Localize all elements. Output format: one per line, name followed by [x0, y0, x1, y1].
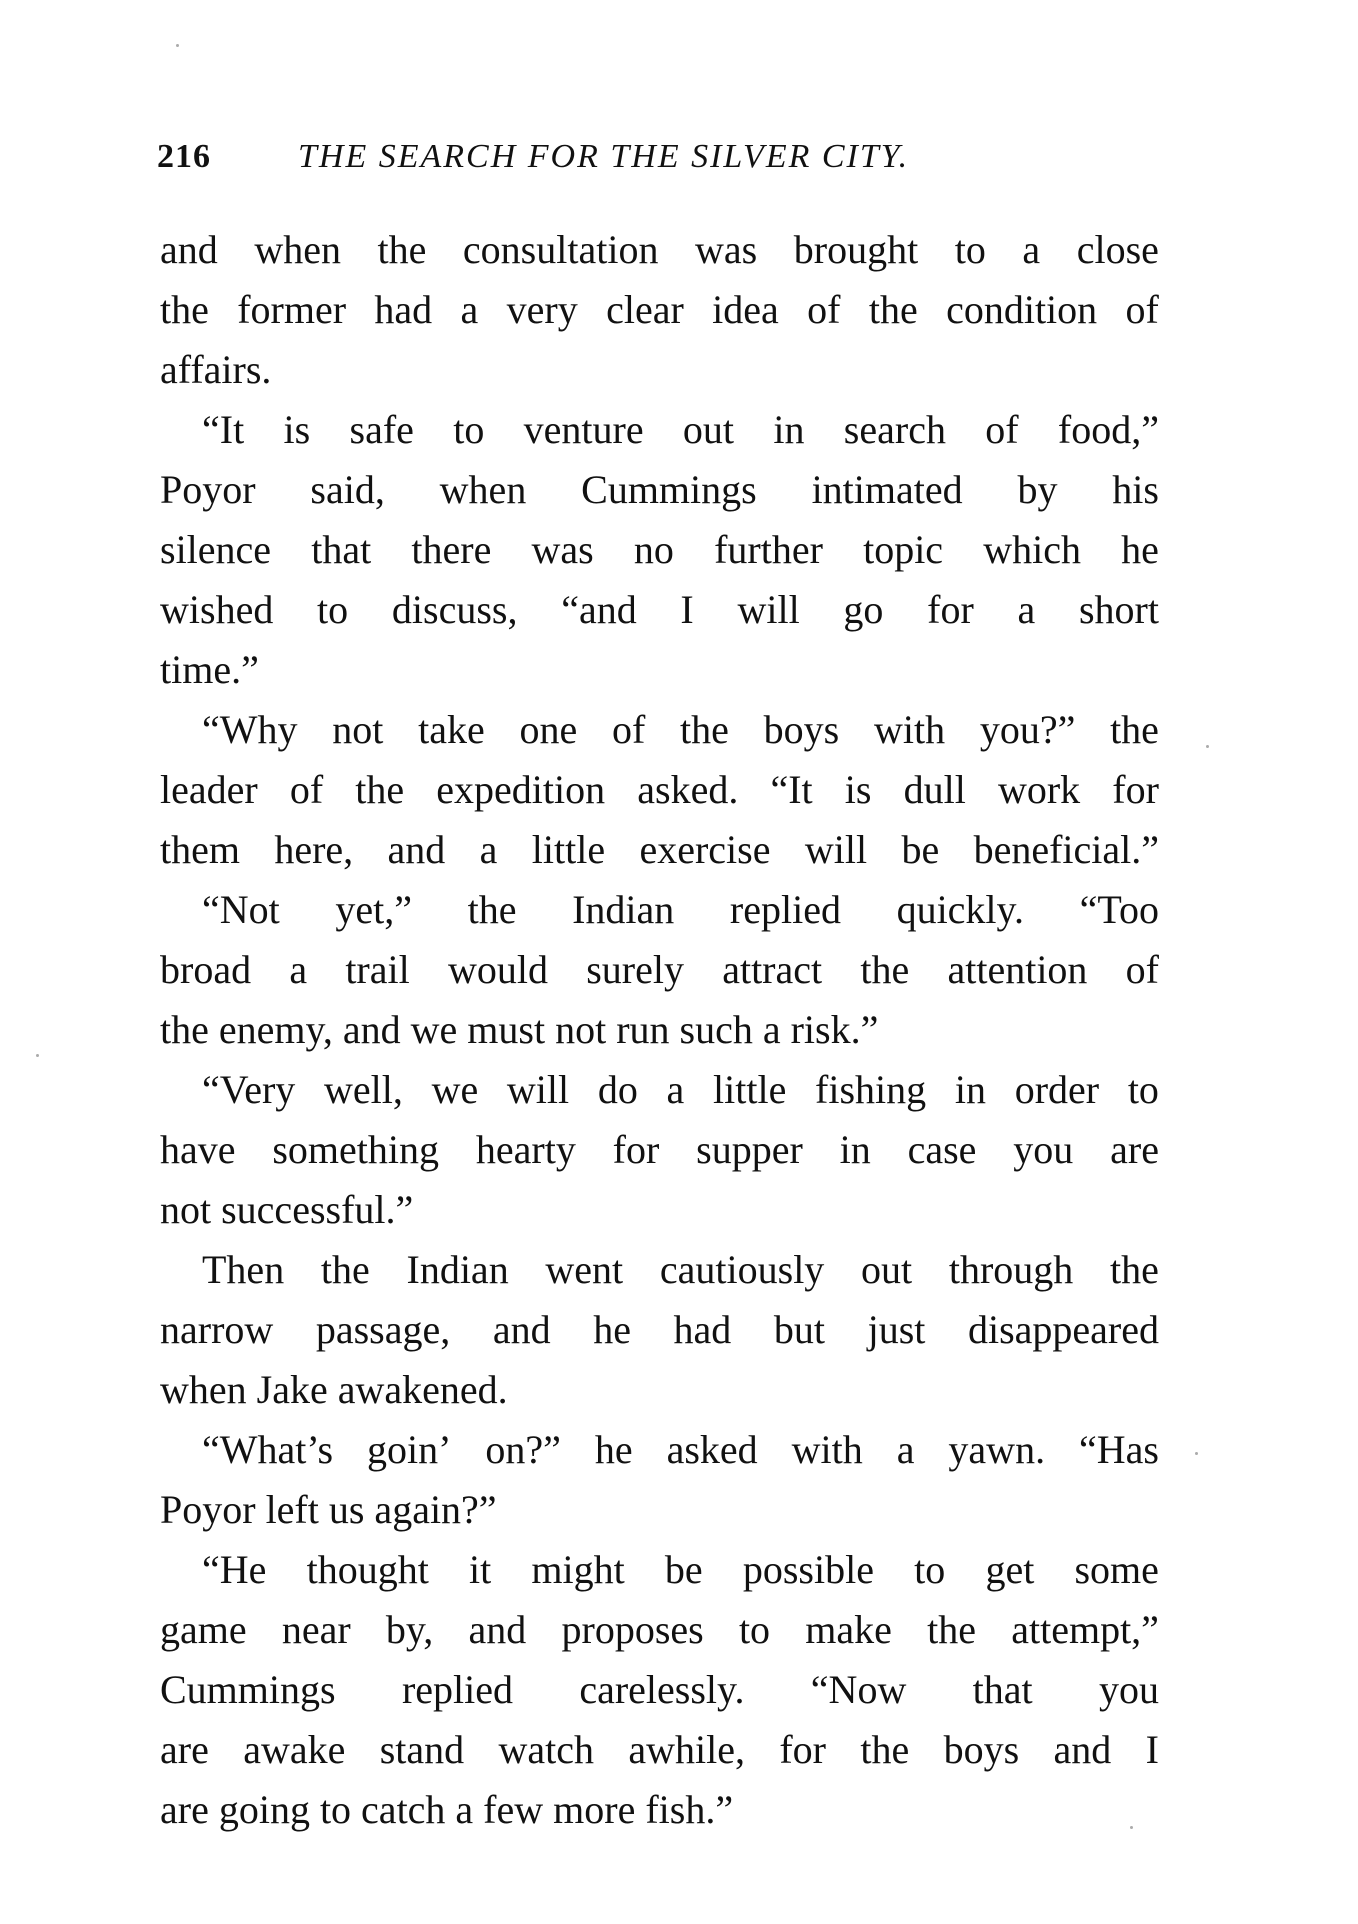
word: of: [289, 767, 324, 812]
word: out: [682, 407, 735, 452]
word: his: [1112, 467, 1159, 512]
word: well,: [323, 1067, 403, 1112]
word: not: [332, 707, 384, 752]
word: boys: [763, 707, 840, 752]
text-line: [160, 460, 1159, 520]
text-line: time.”: [160, 647, 259, 692]
word: had: [673, 1307, 732, 1352]
word: passage,: [315, 1307, 451, 1352]
word: will: [737, 587, 800, 632]
text-line: Poyor left us again?”: [160, 1487, 497, 1532]
word: stand: [379, 1727, 465, 1772]
word: of: [1125, 947, 1159, 992]
word: by: [1017, 467, 1058, 512]
word: do: [597, 1067, 638, 1112]
word: in: [954, 1067, 986, 1112]
text-line: [160, 880, 1159, 940]
word: asked: [666, 1427, 758, 1472]
word: the: [1110, 1247, 1159, 1292]
word: are: [1110, 1127, 1159, 1172]
text-line: are going to catch a few more fish.”: [160, 1787, 734, 1832]
word: for: [927, 587, 974, 632]
text-line: [160, 520, 1159, 580]
word: is: [283, 407, 311, 452]
word: “He: [202, 1547, 267, 1592]
word: the: [680, 707, 729, 752]
word: be: [901, 827, 940, 872]
word: attempt,”: [1011, 1607, 1159, 1652]
word: consultation: [462, 227, 659, 272]
text-line: [160, 1600, 1159, 1660]
word: to: [954, 227, 986, 272]
word: hearty: [475, 1127, 576, 1172]
word: attract: [722, 947, 823, 992]
word: the: [467, 887, 517, 932]
word: “It: [202, 407, 245, 452]
word: said,: [310, 467, 385, 512]
word: exercise: [639, 827, 771, 872]
word: you?”: [979, 707, 1076, 752]
word: you: [1013, 1127, 1074, 1172]
word: a: [1017, 587, 1036, 632]
word: of: [807, 287, 841, 332]
word: leader: [160, 767, 258, 812]
word: to: [738, 1607, 771, 1652]
text-line: when Jake awakened.: [160, 1367, 508, 1412]
word: idea: [712, 287, 779, 332]
word: will: [506, 1067, 570, 1112]
word: “What’s: [202, 1427, 334, 1472]
word: Indian: [572, 887, 675, 932]
word: quickly.: [896, 887, 1024, 932]
word: had: [374, 287, 433, 332]
word: Then: [202, 1247, 285, 1292]
word: he: [1121, 527, 1159, 572]
word: “Why: [202, 707, 298, 752]
word: trail: [345, 947, 410, 992]
text-line: [160, 820, 1159, 880]
word: attention: [947, 947, 1088, 992]
word: are: [160, 1727, 209, 1772]
word: for: [1112, 767, 1159, 812]
word: when: [254, 227, 341, 272]
word: proposes: [561, 1607, 704, 1652]
word: little: [713, 1067, 787, 1112]
word: no: [633, 527, 674, 572]
word: Poyor: [160, 467, 256, 512]
word: and: [160, 227, 218, 272]
word: condition: [946, 287, 1098, 332]
word: “It: [770, 767, 813, 812]
word: the: [860, 947, 910, 992]
word: narrow: [160, 1307, 274, 1352]
word: it: [468, 1547, 492, 1592]
word: you: [1099, 1667, 1159, 1712]
word: in: [773, 407, 805, 452]
word: but: [773, 1307, 825, 1352]
scan-speck: [1130, 1826, 1133, 1829]
word: replied: [729, 887, 841, 932]
word: the: [1110, 707, 1159, 752]
word: game: [160, 1607, 247, 1652]
word: that: [311, 527, 372, 572]
word: surely: [586, 947, 684, 992]
word: further: [714, 527, 823, 572]
word: just: [867, 1307, 926, 1352]
word: possible: [742, 1547, 874, 1592]
word: and: [468, 1607, 527, 1652]
word: the: [160, 287, 209, 332]
text-line: [160, 1720, 1159, 1780]
word: awhile,: [628, 1727, 745, 1772]
scan-speck: [176, 44, 179, 47]
word: was: [531, 527, 594, 572]
word: there: [411, 527, 492, 572]
text-line: [160, 940, 1159, 1000]
word: “Too: [1079, 887, 1159, 932]
word: for: [612, 1127, 660, 1172]
word: have: [160, 1127, 236, 1172]
word: little: [531, 827, 606, 872]
word: he: [593, 1307, 631, 1352]
word: expedition: [436, 767, 606, 812]
word: the: [320, 1247, 370, 1292]
page-number: 216: [157, 138, 211, 175]
word: goin’: [367, 1427, 452, 1472]
word: get: [985, 1547, 1035, 1592]
word: carelessly.: [579, 1667, 745, 1712]
word: a: [460, 287, 479, 332]
word: “Very: [202, 1067, 296, 1112]
word: a: [1022, 227, 1041, 272]
word: the: [377, 227, 427, 272]
word: silence: [160, 527, 272, 572]
word: a: [479, 827, 498, 872]
word: to: [453, 407, 485, 452]
word: close: [1076, 227, 1159, 272]
word: here,: [274, 827, 354, 872]
word: disappeared: [967, 1307, 1159, 1352]
text-line: not successful.”: [160, 1187, 414, 1232]
word: and: [387, 827, 446, 872]
word: watch: [498, 1727, 595, 1772]
scan-speck: [1206, 745, 1209, 748]
word: broad: [160, 947, 252, 992]
word: search: [843, 407, 946, 452]
word: in: [839, 1127, 871, 1172]
word: dull: [903, 767, 966, 812]
word: awake: [243, 1727, 346, 1772]
word: replied: [401, 1667, 513, 1712]
word: fishing: [815, 1067, 927, 1112]
word: Cummings: [581, 467, 757, 512]
word: a: [896, 1427, 915, 1472]
word: thought: [306, 1547, 429, 1592]
text-line: [160, 760, 1159, 820]
text-line: [160, 1660, 1159, 1720]
text-line: [160, 1120, 1159, 1180]
word: the: [355, 767, 405, 812]
scan-speck: [1195, 1452, 1198, 1455]
word: which: [983, 527, 1081, 572]
word: work: [997, 767, 1081, 812]
word: a: [666, 1067, 685, 1112]
page-header: [157, 132, 1057, 182]
word: I: [680, 587, 694, 632]
word: of: [985, 407, 1019, 452]
text-line: [160, 220, 1159, 280]
word: safe: [349, 407, 414, 452]
word: supper: [696, 1127, 803, 1172]
word: boys: [943, 1727, 1020, 1772]
word: venture: [523, 407, 644, 452]
word: was: [695, 227, 758, 272]
text-line: [160, 1060, 1159, 1120]
word: is: [844, 767, 872, 812]
word: clear: [606, 287, 684, 332]
text-line: [160, 280, 1159, 340]
word: and: [1053, 1727, 1112, 1772]
word: through: [948, 1247, 1074, 1292]
word: “Now: [810, 1667, 907, 1712]
word: topic: [863, 527, 944, 572]
word: on?”: [485, 1427, 561, 1472]
word: and: [492, 1307, 551, 1352]
word: might: [531, 1547, 625, 1592]
word: with: [873, 707, 946, 752]
word: would: [447, 947, 548, 992]
word: be: [664, 1547, 703, 1592]
word: the: [927, 1607, 976, 1652]
word: “Not: [202, 887, 280, 932]
word: of: [1125, 287, 1159, 332]
word: brought: [793, 227, 919, 272]
word: Indian: [406, 1247, 509, 1292]
word: order: [1014, 1067, 1100, 1112]
word: short: [1078, 587, 1159, 632]
text-line: [160, 1420, 1159, 1480]
text-line: [160, 1240, 1159, 1300]
word: take: [418, 707, 485, 752]
word: them: [160, 827, 240, 872]
word: food,”: [1057, 407, 1159, 452]
word: go: [843, 587, 884, 632]
word: to: [1127, 1067, 1159, 1112]
word: Cummings: [160, 1667, 336, 1712]
text-line: the enemy, and we must not run such a risk.”: [160, 1007, 879, 1052]
word: “and: [561, 587, 637, 632]
word: yet,”: [335, 887, 412, 932]
word: of: [611, 707, 646, 752]
word: discuss,: [391, 587, 518, 632]
word: beneficial.”: [973, 827, 1159, 872]
word: near: [281, 1607, 351, 1652]
scan-speck: [36, 1054, 39, 1057]
text-line: [160, 700, 1159, 760]
word: went: [545, 1247, 624, 1292]
body-text: [160, 220, 1160, 1832]
word: some: [1074, 1547, 1159, 1592]
word: former: [237, 287, 347, 332]
word: he: [594, 1427, 633, 1472]
word: yawn.: [948, 1427, 1046, 1472]
text-line: [160, 400, 1159, 460]
word: we: [431, 1067, 479, 1112]
word: “Has: [1079, 1427, 1159, 1472]
text-line: [160, 1540, 1159, 1600]
word: to: [317, 587, 349, 632]
word: asked.: [637, 767, 739, 812]
text-line: [160, 580, 1159, 640]
word: to: [914, 1547, 946, 1592]
word: wished: [160, 587, 274, 632]
text-line: affairs.: [160, 347, 272, 392]
word: the: [860, 1727, 910, 1772]
word: a: [289, 947, 308, 992]
word: with: [791, 1427, 863, 1472]
word: intimated: [811, 467, 963, 512]
text-line: [160, 1300, 1159, 1360]
word: make: [805, 1607, 892, 1652]
word: that: [972, 1667, 1033, 1712]
word: something: [272, 1127, 440, 1172]
word: by,: [385, 1607, 434, 1652]
running-title: THE SEARCH FOR THE SILVER CITY.: [298, 138, 910, 175]
word: the: [868, 287, 918, 332]
word: cautiously: [659, 1247, 825, 1292]
word: one: [519, 707, 578, 752]
word: when: [439, 467, 527, 512]
word: out: [861, 1247, 913, 1292]
word: very: [506, 287, 578, 332]
word: for: [779, 1727, 826, 1772]
word: case: [907, 1127, 977, 1172]
word: will: [804, 827, 868, 872]
word: I: [1145, 1727, 1159, 1772]
